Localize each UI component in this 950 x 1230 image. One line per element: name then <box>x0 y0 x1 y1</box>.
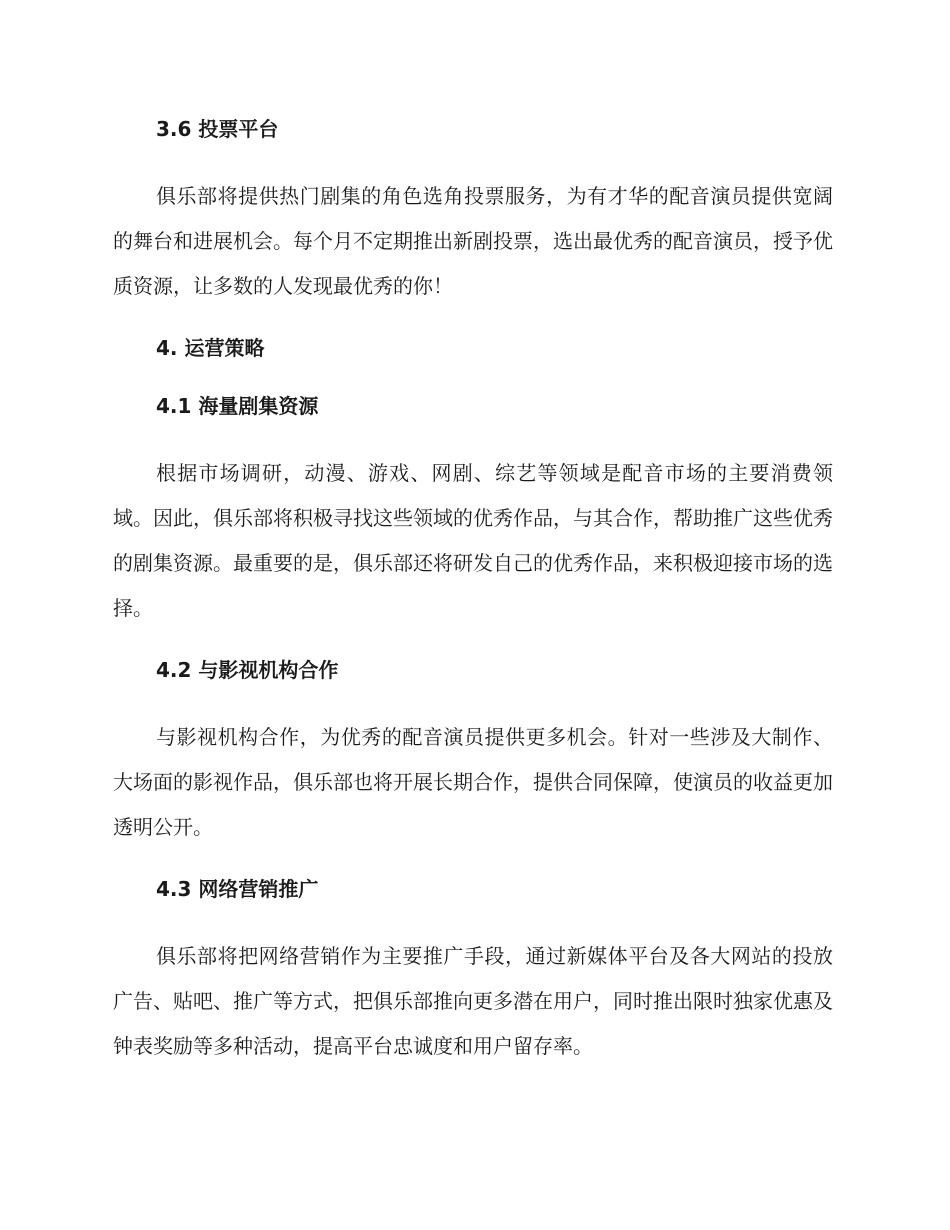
section-paragraph-4-3: 俱乐部将把网络营销作为主要推广手段，通过新媒体平台及各大网站的投放广告、贴吧、推广等方式，把俱乐部推向更多潜在用户，同时推出限时独家优惠及钟表奖励等多种活动，提高平台忠诚度和用户留存率。 <box>113 944 833 1058</box>
section-paragraph-4-2: 与影视机构合作，为优秀的配音演员提供更多机会。针对一些涉及大制作、大场面的影视作品，俱乐部也将开展长期合作，提供合同保障，使演员的收益更加透明公开。 <box>113 725 833 839</box>
section-heading-4: 4. 运营策略 <box>156 336 265 360</box>
section-heading-3-6: 3.6 投票平台 <box>156 117 279 141</box>
section-heading-4-1: 4.1 海量剧集资源 <box>156 394 319 418</box>
document-content <box>113 110 833 1069</box>
section-paragraph-3-6: 俱乐部将提供热门剧集的角色选角投票服务，为有才华的配音演员提供宽阔的舞台和进展机会。每个月不定期推出新剧投票，选出最优秀的配音演员，授予优质资源，让多数的人发现最优秀的你！ <box>113 184 833 298</box>
section-paragraph-4-1: 根据市场调研，动漫、游戏、网剧、综艺等领域是配音市场的主要消费领域。因此，俱乐部将积极寻找这些领域的优秀作品，与其合作，帮助推广这些优秀的剧集资源。最重要的是，俱乐部还将研发自己的优秀作品，来积极迎接市场的选择。 <box>113 461 833 620</box>
section-heading-4-2: 4.2 与影视机构合作 <box>156 658 339 682</box>
section-heading-4-3: 4.3 网络营销推广 <box>156 877 319 901</box>
